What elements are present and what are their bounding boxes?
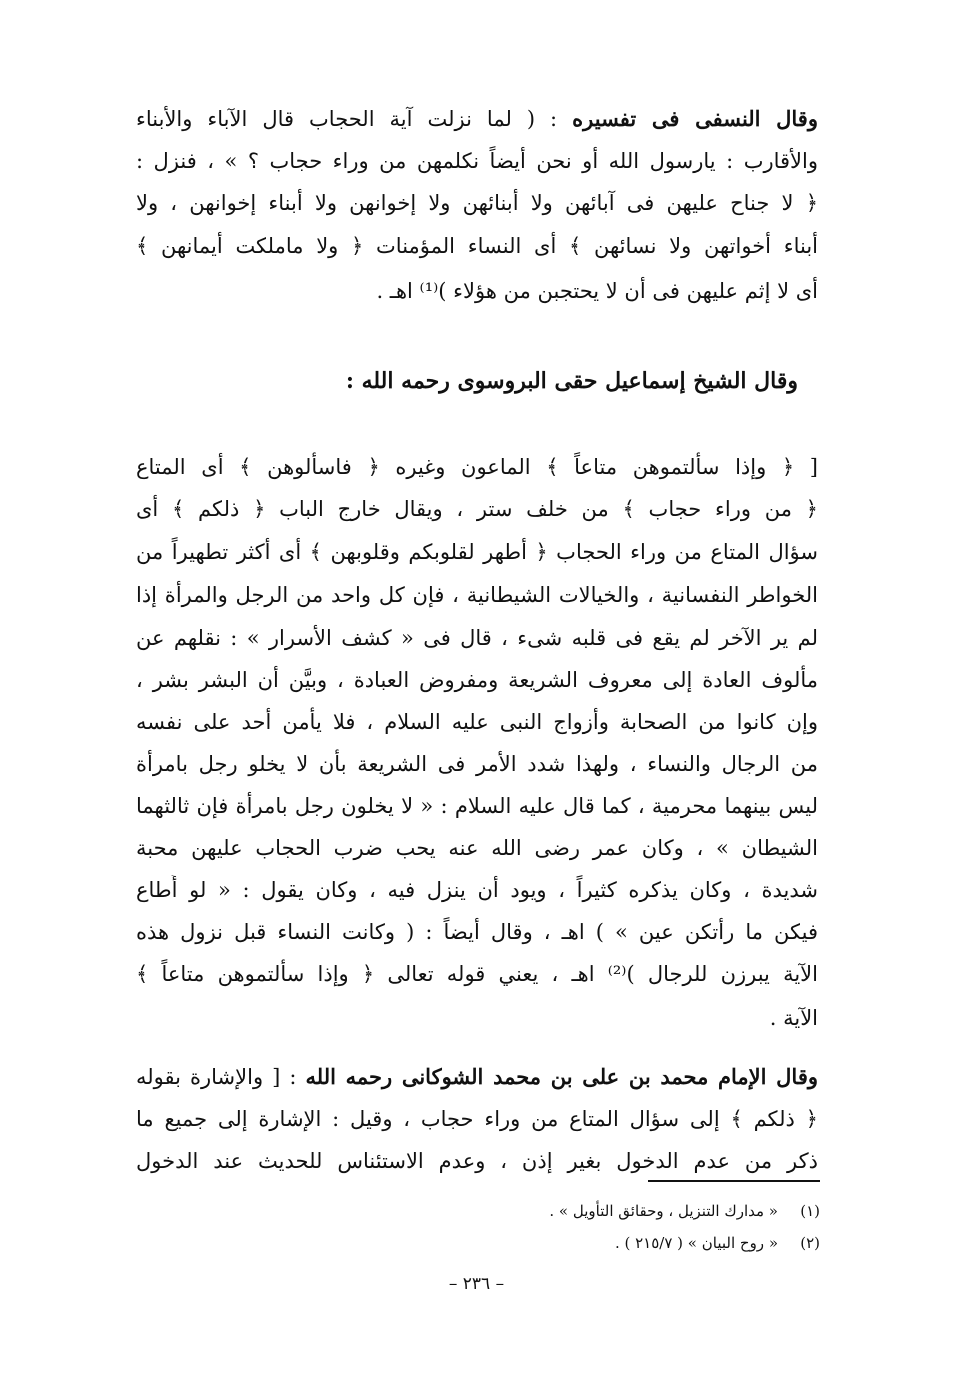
paragraph-line: ﴿ ذلكم ﴾ إلى سؤال المتاع من وراء حجاب ، وقيل : الإشارة إلى جميع ما <box>136 1107 818 1131</box>
paragraph-line: الآية . <box>769 1006 818 1030</box>
footnote <box>300 1232 820 1254</box>
paragraph-line: وقال الإمام محمد بن على بن محمد الشوكانى رحمه الله : [ والإشارة بقوله <box>136 1064 818 1089</box>
paragraph-line: سؤال المتاع من وراء الحجاب ﴿ أطهر لقلوبكم وقلوبهن ﴾ أى أكثر تطهيراً من <box>136 540 818 564</box>
paragraph-line: الشيطان » ، وكان عمر رضى الله عنه يحب ضرب الحجاب عليهن محبة <box>136 836 818 860</box>
footnote-number: (١) <box>800 1202 820 1220</box>
paragraph-line: من الرجال والنساء ، ولهذا شدد الأمر فى الشريعة بأن لا يخلو رجل بامرأة <box>136 752 818 776</box>
footnote-number: (٢) <box>800 1234 820 1252</box>
paragraph-line: والأقارب : يارسول الله أو نحن أيضاً نكلمهن من وراء حجاب ؟ » ، فنزل : <box>136 149 818 173</box>
paragraph-line: وإن كانوا من الصحابة وأزواج النبى عليه السلام ، فلا يأمن أحد على نفسه <box>136 710 818 734</box>
quote-lead: وقال النسفى فى تفسيره <box>572 106 818 131</box>
footnote-text: « مدارك التنزيل ، وحقائق التأويل » . <box>549 1202 778 1220</box>
paragraph-line: وقال النسفى فى تفسيره : ( لما نزلت آية الحجاب قال الآباء والأبناء <box>136 106 818 131</box>
paragraph-line: فيكن ما رأتكن عين » ) اهـ ، وقال أيضاً : ( وكانت النساء قبل نزول هذه <box>136 920 818 944</box>
paragraph-line: أبناء أخواتهن ولا نسائهن ﴾ أى النساء المؤمنات ﴿ ولا ماملكت أيمانهن ﴾ <box>136 234 818 258</box>
paragraph-line: لم ير الآخر لم يقع فى قلبه شىء ، قال فى « كشف الأسرار » : نقلهم عن <box>136 626 818 650</box>
quote-lead: وقال الإمام محمد بن على بن محمد الشوكانى رحمه الله <box>305 1064 818 1089</box>
page-number: – ٢٣٦ – <box>448 1274 505 1294</box>
footnote-text: « روح البيان » ( ٢١٥/٧ ) . <box>614 1234 778 1252</box>
paragraph-line: [ ﴿ وإذا سألتموهن متاعاً ﴾ الماعون وغيره ﴿ فاسألوهن ﴾ أى المتاع <box>136 455 818 479</box>
paragraph-line: ذكر من عدم الدخول بغير إذن ، وعدم الاستئناس للحديث عند الدخول <box>136 1149 818 1173</box>
footnote-separator <box>648 1180 820 1182</box>
paragraph-line: الآية يبرزن للرجال )⁽²⁾ اهـ ، يعني قوله تعالى ﴿ وإذا سألتموهن متاعاً ﴾ <box>136 962 818 986</box>
paragraph-line: ليس بينهما محرمية ، كما قال عليه السلام : « لا يخلون رجل بامرأة فإن ثالثهما <box>136 794 818 818</box>
section-heading: وقال الشيخ إسماعيل حقى البروسوى رحمه الله : <box>345 368 798 394</box>
footnote <box>300 1200 820 1222</box>
paragraph-line: مألوف العادة إلى معروف الشريعة ومفروض العبادة ، وبيَّن أن البشر بشر ، <box>136 668 818 692</box>
paragraph-line: أى لا إثم عليهن فى أن لا يحتجبن من هؤلاء )⁽¹⁾ اهـ . <box>376 279 818 303</box>
paragraph-line: شديدة ، وكان يذكره كثيراً ، ويود أن ينزل فيه ، وكان يقول : « لو أُطاع <box>136 878 818 902</box>
paragraph-line: الخواطر النفسانية ، والخيالات الشيطانية ، فإن كل واحد من الرجل والمرأة إذا <box>136 583 818 607</box>
paragraph-line: ﴿ لا جناح عليهن فى آبائهن ولا أبنائهن ولا إخوانهن ولا أبناء إخوانهن ، ولا <box>136 191 818 215</box>
paragraph-line: ﴿ من وراء حجاب ﴾ من خلف ستر ، ويقال خارج الباب ﴿ ذلكم ﴾ أى <box>136 497 818 521</box>
